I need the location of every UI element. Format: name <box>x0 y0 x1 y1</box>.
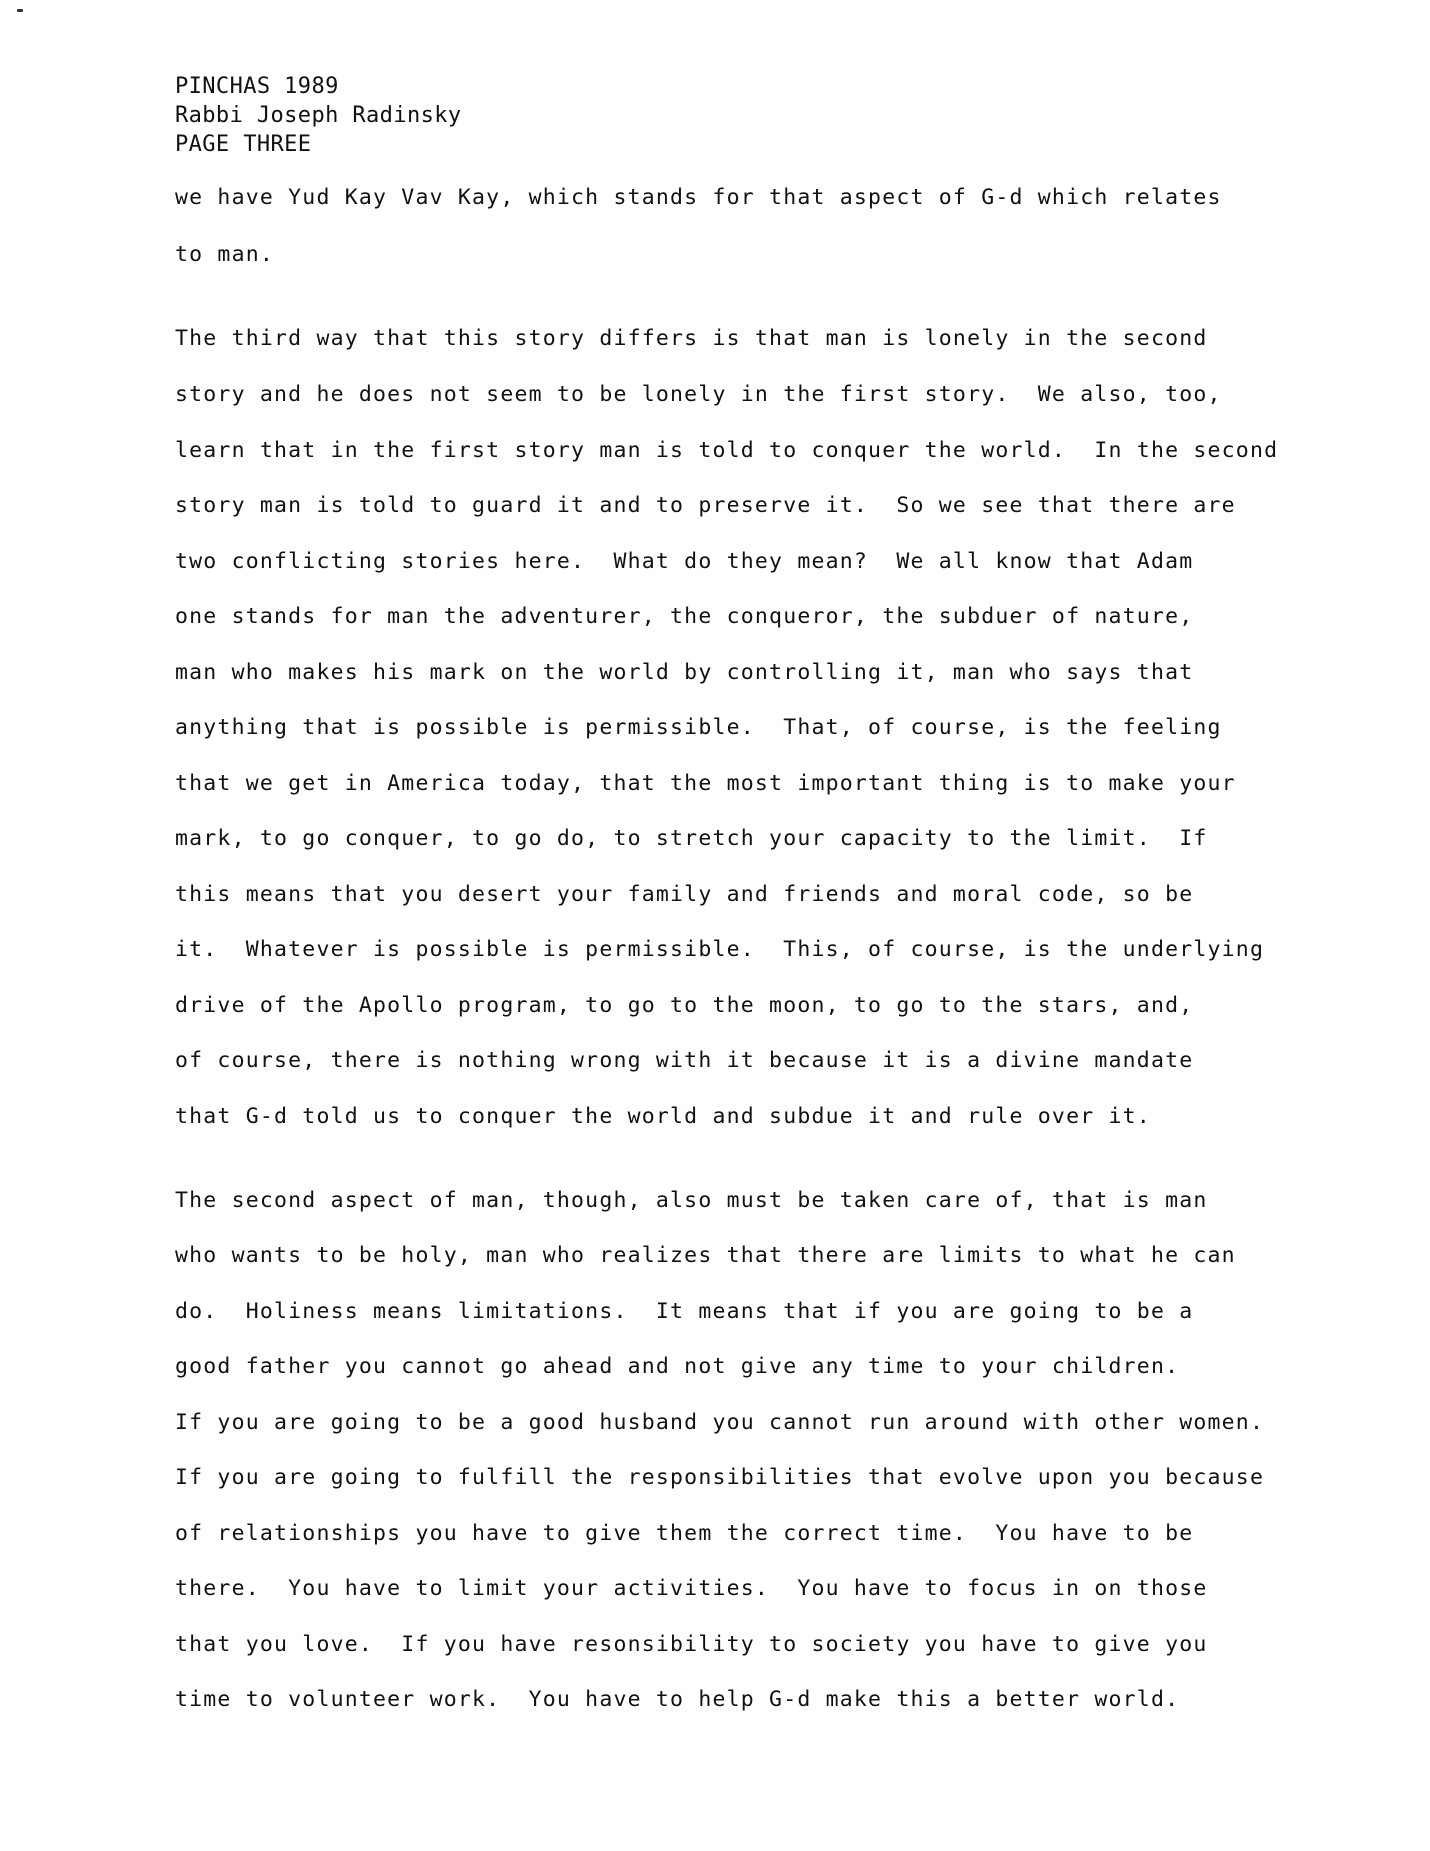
text-line: good father you cannot go ahead and not give any time to your children. <box>175 1354 1180 1379</box>
text-line: two conflicting stories here. What do they mean? We all know that Adam <box>175 549 1194 574</box>
header-author: Rabbi Joseph Radinsky <box>175 103 462 128</box>
text-line: The third way that this story differs is that man is lonely in the second <box>175 326 1208 351</box>
text-line: story and he does not seem to be lonely in the first story. We also, too, <box>175 382 1222 407</box>
text-line: time to volunteer work. You have to help G-d make this a better world. <box>175 1687 1180 1712</box>
text-line: mark, to go conquer, to go do, to stretch your capacity to the limit. If <box>175 826 1208 851</box>
text-line: drive of the Apollo program, to go to the moon, to go to the stars, and, <box>175 993 1194 1018</box>
text-line: who wants to be holy, man who realizes that there are limits to what he can <box>175 1243 1236 1268</box>
text-line: If you are going to fulfill the responsibilities that evolve upon you because <box>175 1465 1265 1490</box>
text-line: of relationships you have to give them the correct time. You have to be <box>175 1521 1194 1546</box>
text-line: we have Yud Kay Vav Kay, which stands for that aspect of G-d which relates <box>175 185 1222 210</box>
header-title: PINCHAS 1989 <box>175 74 339 99</box>
text-line: that we get in America today, that the most important thing is to make your <box>175 771 1236 796</box>
text-line: that G-d told us to conquer the world and subdue it and rule over it. <box>175 1104 1151 1129</box>
header-page-label: PAGE THREE <box>175 132 312 157</box>
text-line: that you love. If you have resonsibility to society you have to give you <box>175 1632 1208 1657</box>
text-line: one stands for man the adventurer, the conqueror, the subduer of nature, <box>175 604 1194 629</box>
text-line: it. Whatever is possible is permissible. This, of course, is the underlying <box>175 937 1265 962</box>
text-line: do. Holiness means limitations. It means that if you are going to be a <box>175 1299 1194 1324</box>
text-line: to man. <box>175 242 275 267</box>
text-line: of course, there is nothing wrong with it because it is a divine mandate <box>175 1048 1194 1073</box>
text-line: The second aspect of man, though, also must be taken care of, that is man <box>175 1188 1208 1213</box>
page-header <box>175 72 462 159</box>
text-line: this means that you desert your family and friends and moral code, so be <box>175 882 1194 907</box>
scan-mark <box>17 9 23 12</box>
text-line: learn that in the first story man is told to conquer the world. In the second <box>175 438 1279 463</box>
text-line: man who makes his mark on the world by controlling it, man who says that <box>175 660 1194 685</box>
text-line: story man is told to guard it and to preserve it. So we see that there are <box>175 493 1236 518</box>
text-line: there. You have to limit your activities. You have to focus in on those <box>175 1576 1208 1601</box>
text-line: anything that is possible is permissible. That, of course, is the feeling <box>175 715 1222 740</box>
text-line: If you are going to be a good husband you cannot run around with other women. <box>175 1410 1265 1435</box>
